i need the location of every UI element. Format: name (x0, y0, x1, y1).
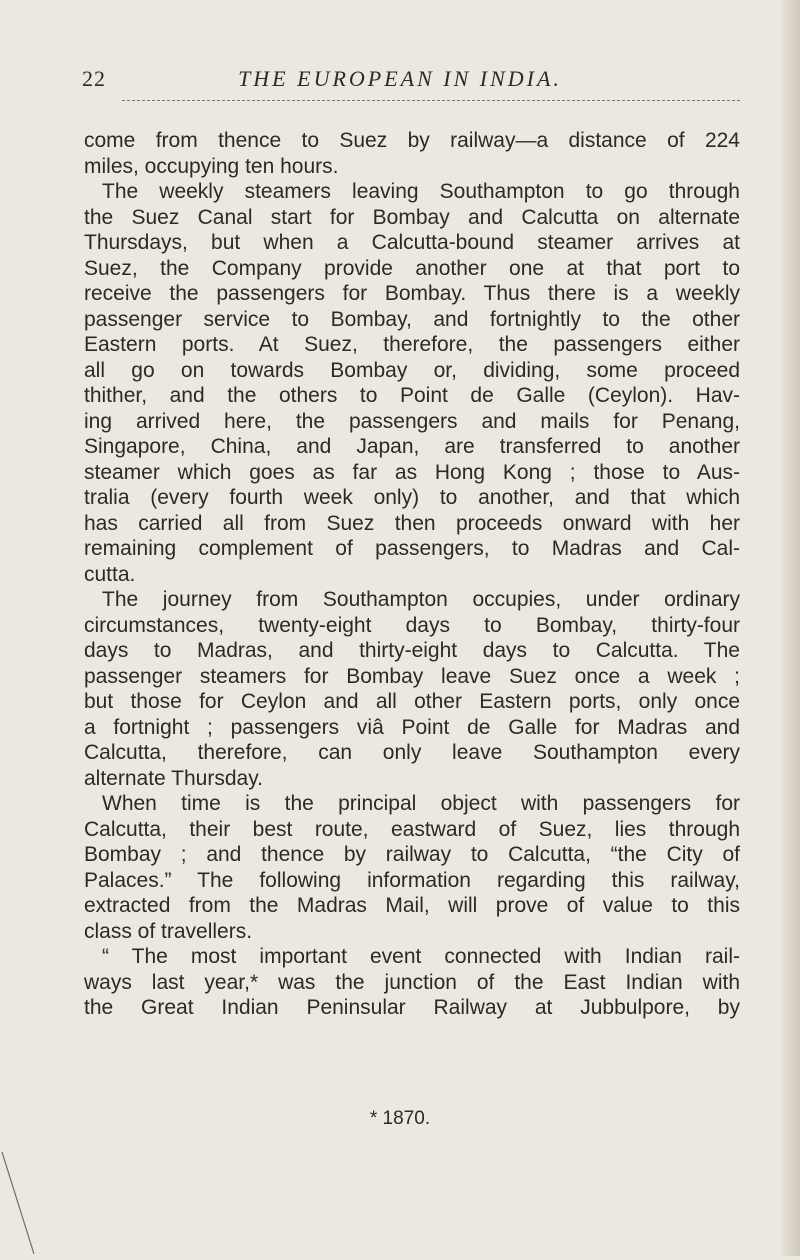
header-rule (122, 100, 740, 101)
text-line: ways last year,* was the junction of the East Indian with (84, 970, 740, 994)
text-line: receive the passengers for Bombay. Thus there is a weekly (84, 282, 740, 305)
text-line: the Suez Canal start for Bombay and Calcutta on alternate (84, 205, 740, 229)
footnote: * 1870. (369, 1108, 431, 1129)
text-line: Suez, the Company provide another one at that port to (84, 256, 740, 280)
text-line: Thursdays, but when a Calcutta-bound steamer arrives at (84, 231, 740, 254)
text-line: days to Madras, and thirty-eight days to Calcutta. The (84, 639, 740, 662)
text-line: The journey from Southampton occupies, under ordinary (102, 588, 740, 611)
text-line: When time is the principal object with passengers for (102, 792, 740, 815)
text-line: extracted from the Madras Mail, will prove of value to this (84, 894, 740, 917)
text-line: “ The most important event connected with Indian rail- (102, 945, 740, 968)
text-line: Singapore, China, and Japan, are transferred to another (84, 435, 740, 458)
text-line: the Great Indian Peninsular Railway at Jubbulpore, by (84, 996, 740, 1019)
text-line: Bombay ; and thence by railway to Calcutta, “the City of (84, 843, 740, 866)
text-line: has carried all from Suez then proceeds onward with her (84, 511, 740, 535)
text-line: remaining complement of passengers, to Madras and Cal- (84, 537, 740, 560)
page-number: 22 (82, 66, 106, 91)
text-line: Eastern ports. At Suez, therefore, the passengers either (84, 333, 740, 356)
page-edge (782, 0, 800, 1256)
text-line: thither, and the others to Point de Galle (Ceylon). Hav- (84, 384, 740, 407)
text-line: class of travellers. (84, 919, 253, 943)
text-line: passenger steamers for Bombay leave Suez once a week ; (84, 664, 740, 688)
text-line: The weekly steamers leaving Southampton to go through (102, 180, 740, 203)
text-line: tralia (every fourth week only) to another, and that which (84, 486, 740, 509)
margin-mark (0, 1150, 60, 1260)
text-line: alternate Thursday. (84, 766, 263, 790)
text-line: circumstances, twenty-eight days to Bombay, thirty-four (84, 613, 740, 637)
running-head: THE EUROPEAN IN INDIA. (238, 66, 562, 91)
text-line: Calcutta, their best route, eastward of Suez, lies through (84, 817, 740, 841)
text-line: cutta. (84, 562, 136, 586)
text-line: ing arrived here, the passengers and mails for Penang, (84, 409, 740, 433)
text-line: but those for Ceylon and all other Eastern ports, only once (84, 690, 740, 713)
text-line: all go on towards Bombay or, dividing, some proceed (84, 358, 740, 382)
text-line: Calcutta, therefore, can only leave Southampton every (84, 741, 740, 764)
text-line: a fortnight ; passengers viâ Point de Galle for Madras and (84, 715, 740, 739)
page-header (0, 66, 800, 96)
body-text (84, 128, 740, 1021)
text-line: Palaces.” The following information regarding this railway, (84, 868, 740, 892)
text-line: miles, occupying ten hours. (84, 154, 339, 178)
text-line: come from thence to Suez by railway—a distance of 224 (84, 129, 740, 152)
text-line: steamer which goes as far as Hong Kong ; those to Aus- (84, 460, 740, 484)
text-line: passenger service to Bombay, and fortnightly to the other (84, 307, 740, 331)
